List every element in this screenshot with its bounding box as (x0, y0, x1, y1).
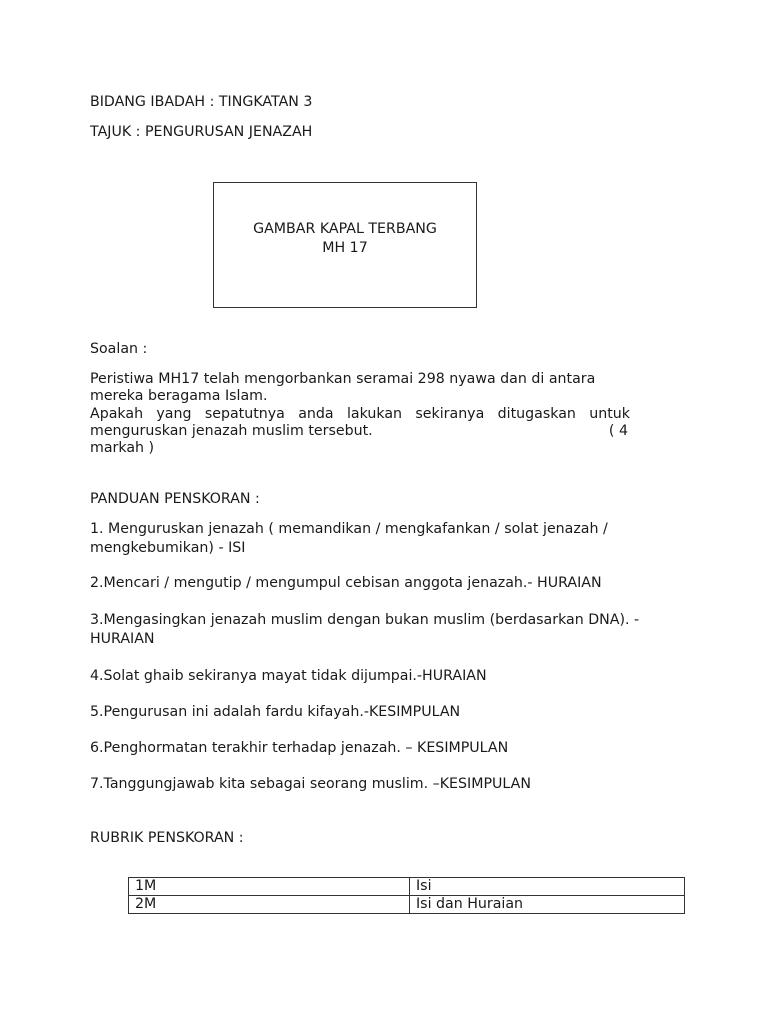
rubric-mark-cell: 1M (129, 878, 410, 896)
rubric-title: RUBRIK PENSKORAN : (90, 830, 244, 846)
question-p2-line1: Apakah yang sepatutnya anda lakukan sekiranya ditugaskan untuk (90, 406, 630, 422)
rubric-desc-cell: Isi (410, 878, 685, 896)
table-row (129, 896, 685, 914)
rubric-desc-cell: Isi dan Huraian (410, 896, 685, 914)
guide-item-3-line2: HURAIAN (90, 631, 155, 647)
question-paragraph-1 (90, 371, 630, 405)
guide-item-6: 6.Penghormatan terakhir terhadap jenazah. – KESIMPULAN (90, 740, 509, 756)
question-mark-value: ( 4 (608, 423, 628, 439)
question-p1-line2: mereka beragama Islam. (90, 388, 268, 404)
question-p2-line3: markah ) (90, 440, 155, 456)
question-p1-line1: Peristiwa MH17 telah mengorbankan seramai 298 nyawa dan di antara (90, 371, 596, 387)
rubric-table (128, 877, 685, 914)
guide-item-3-line1: 3.Mengasingkan jenazah muslim dengan bukan muslim (berdasarkan DNA). - (90, 612, 640, 628)
guide-item-7: 7.Tanggungjawab kita sebagai seorang muslim. –KESIMPULAN (90, 776, 531, 792)
scoring-guide-title: PANDUAN PENSKORAN : (90, 491, 260, 507)
subject-heading: BIDANG IBADAH : TINGKATAN 3 (90, 94, 313, 110)
image-placeholder-line2: MH 17 (322, 240, 368, 256)
guide-item-1-line2: mengkebumikan) - ISI (90, 540, 246, 556)
table-row (129, 878, 685, 896)
guide-item-5: 5.Pengurusan ini adalah fardu kifayah.-KESIMPULAN (90, 704, 461, 720)
guide-item-2: 2.Mencari / mengutip / mengumpul cebisan anggota jenazah.- HURAIAN (90, 575, 602, 591)
topic-heading: TAJUK : PENGURUSAN JENAZAH (90, 124, 313, 140)
image-placeholder-box (213, 182, 477, 308)
question-paragraph-2 (90, 406, 630, 457)
guide-item-4: 4.Solat ghaib sekiranya mayat tidak dijumpai.-HURAIAN (90, 668, 487, 684)
image-placeholder-line1: GAMBAR KAPAL TERBANG (253, 221, 437, 237)
question-label: Soalan : (90, 341, 148, 357)
rubric-mark-cell: 2M (129, 896, 410, 914)
guide-item-1-line1: 1. Menguruskan jenazah ( memandikan / mengkafankan / solat jenazah / (90, 521, 608, 537)
question-p2-line2-text: menguruskan jenazah muslim tersebut. (90, 423, 373, 439)
question-p2-line2 (90, 423, 630, 440)
